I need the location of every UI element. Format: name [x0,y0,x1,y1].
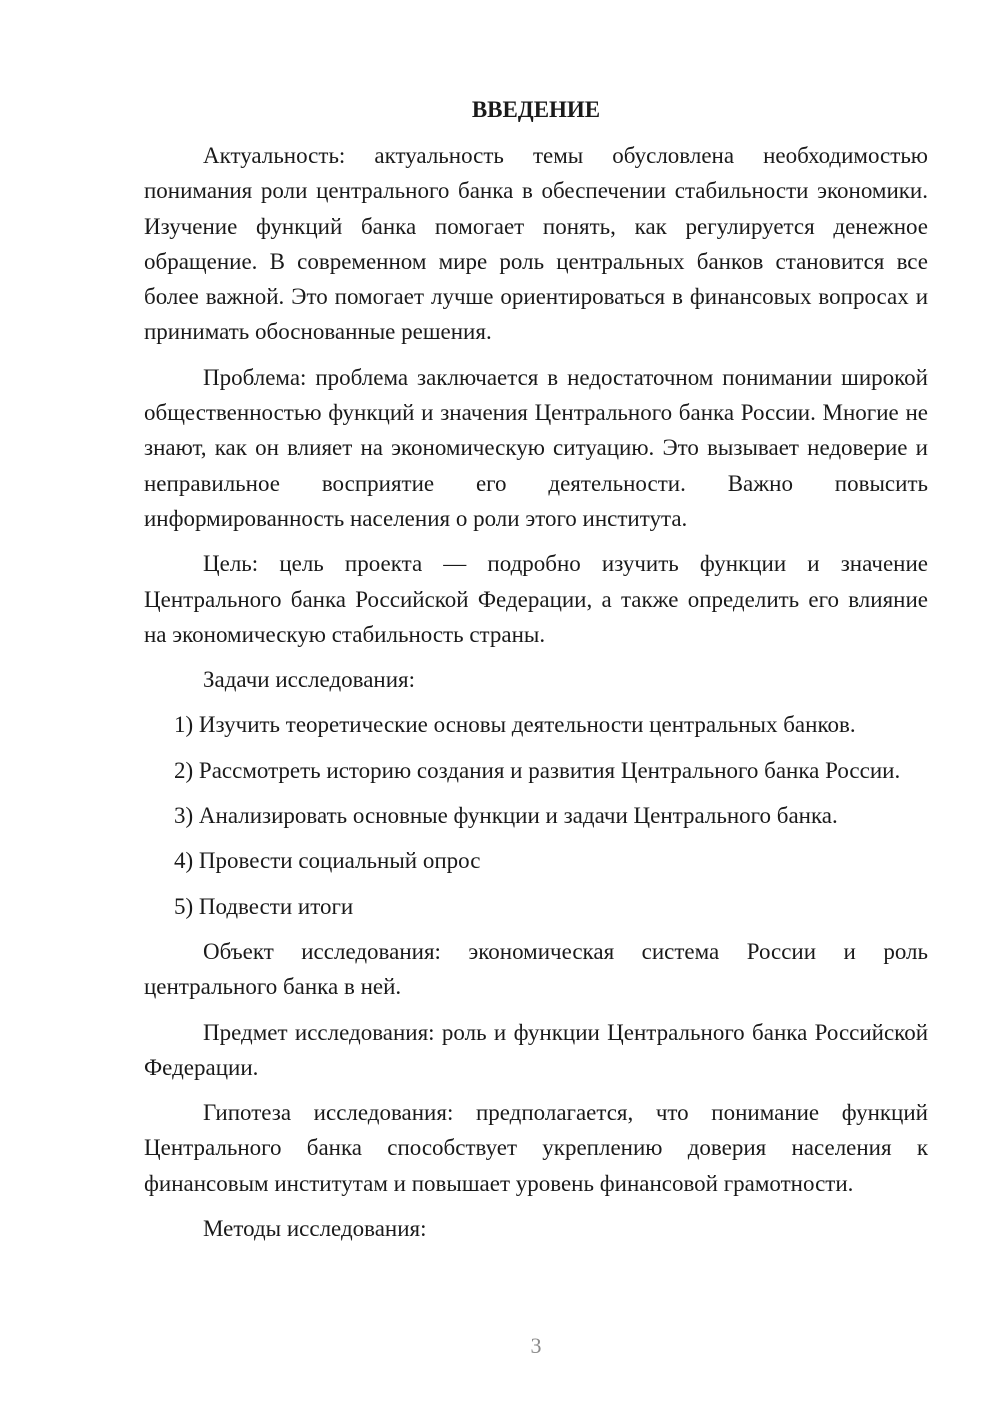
document-page [144,94,928,1256]
paragraph-tasks-heading: Задачи исследования: [203,667,416,693]
paragraph-subject: Предмет исследования: роль и функции Центрального банка Российской Федерации. [144,1019,928,1080]
section-title: ВВЕДЕНИЕ [471,97,601,122]
paragraph-object: Объект исследования: экономическая система России и роль центрального банка в ней. [144,938,928,1000]
task-item-5: 5) Подвести итоги [174,893,354,919]
task-item-1: 1) Изучить теоретические основы деятельности центральных банков. [174,712,856,738]
task-item-4: 4) Провести социальный опрос [174,848,481,874]
page-number: 3 [530,1333,542,1358]
paragraph-relevance: Актуальность: актуальность темы обусловлена необходимостью понимания роли центрального банка в обеспечении стабильности экономики. Изучение функций банка помогает понять, как регулируется денежное обращение. В современном мире роль центральных банков становится все более важной. Это помогает лучше ориентироваться в финансовых вопросах и принимать обоснованные решения. [144,143,928,345]
paragraph-hypothesis: Гипотеза исследования: предполагается, что понимание функций Центрального банка способствует укреплению доверия населения к финансовым институтам и повышает уровень финансовой грамотности. [144,1100,928,1196]
paragraph-methods: Методы исследования: [203,1216,427,1242]
paragraph-goal: Цель: цель проекта — подробно изучить функции и значение Центрального банка Российской Федерации, а также определить его влияние на экономическую стабильность страны. [144,551,928,647]
paragraph-problem: Проблема: проблема заключается в недостаточном понимании широкой общественностью функций и значения Центрального банка России. Многие не знают, как он влияет на экономическую ситуацию. Это вызывает недоверие и неправильное восприятие его деятельности. Важно повысить информированность населения о роли этого института. [144,364,928,531]
task-item-3: 3) Анализировать основные функции и задачи Центрального банка. [174,803,838,829]
task-item-2: 2) Рассмотреть историю создания и развития Центрального банка России. [174,757,901,783]
